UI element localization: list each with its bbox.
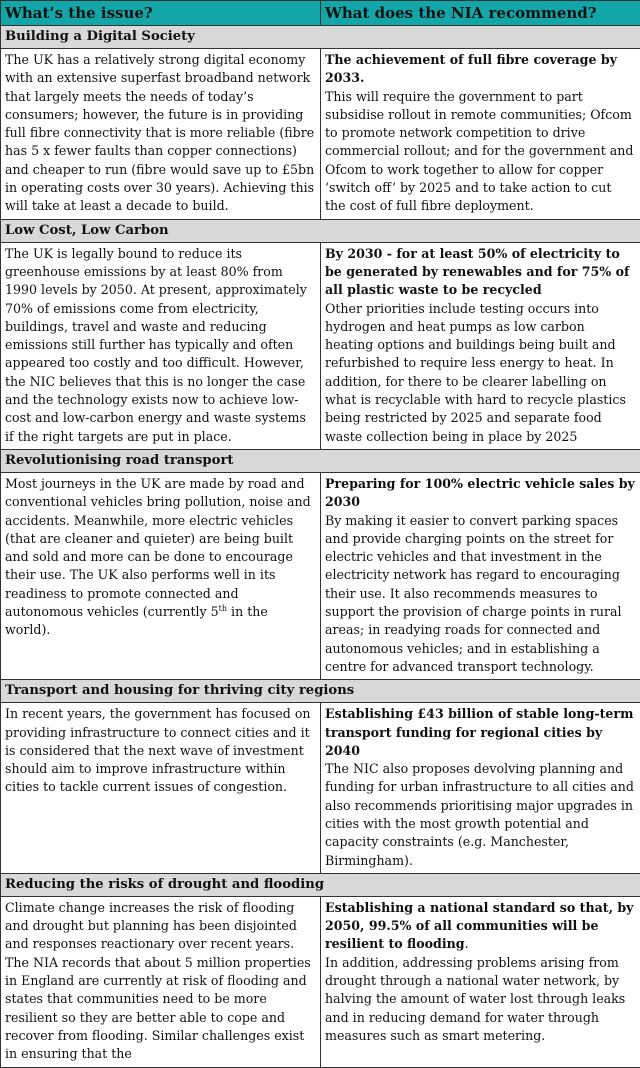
section-title: Building a Digital Society [1, 26, 640, 49]
recommendation-cell [321, 472, 640, 679]
recommendation-cell [321, 242, 640, 449]
table-row [1, 703, 640, 874]
issue-text: Most journeys in the UK are made by road and conventional vehicles bring pollution, noise and accidents. Meanwhile, more electric vehicles (that are cleaner and quieter) are being built and sold and more can be done to encourage their use. The UK also performs well in its readiness to promote connected and autonomous vehicles (currently 5 [5, 476, 311, 619]
issue-cell: The UK has a relatively strong digital economy with an extensive superfast broadband network that largely meets the needs of today’s consumers; however, the future is in providing full fibre connectivity that is more reliable (fibre has 5 x fewer faults than copper connections) and cheaper to run (fibre would save up to £5bn in operating costs over 30 years). Achieving this will take at least a decade to build. [1, 49, 321, 220]
recommendation-heading: Establishing £43 billion of stable long-term transport funding for regional cities by 2040 [325, 705, 636, 760]
table-row [1, 49, 640, 220]
recommendation-body: Other priorities include testing occurs into hydrogen and heat pumps as low carbon heating options and buildings being built and refurbished to require less energy to heat. In addition, for there to be clearer labelling on what is recyclable with hard to recycle plastics being restricted by 2025 and separate food waste collection being in place by 2025 [325, 300, 636, 446]
table-header-row [1, 1, 640, 26]
issue-text-end: in the world). [5, 604, 268, 637]
ordinal-suffix: th [219, 604, 227, 613]
issue-cell [1, 472, 321, 679]
section-header-row [1, 219, 640, 242]
section-header-row [1, 873, 640, 896]
recommendation-heading-period: . [465, 936, 469, 951]
table-row [1, 896, 640, 1067]
section-header-row [1, 26, 640, 49]
recommendation-heading [325, 899, 636, 954]
table-row [1, 242, 640, 449]
recommendation-heading: The achievement of full fibre coverage by 2033. [325, 51, 636, 88]
section-title: Reducing the risks of drought and flooding [1, 873, 640, 896]
section-header-row [1, 680, 640, 703]
section-title: Transport and housing for thriving city regions [1, 680, 640, 703]
recommendation-cell [321, 896, 640, 1067]
recommendation-cell [321, 703, 640, 874]
issue-cell: In recent years, the government has focused on providing infrastructure to connect cities and it is considered that the next wave of investment should aim to improve infrastructure within cities to tackle current issues of congestion. [1, 703, 321, 874]
issue-column-header: What’s the issue? [1, 1, 321, 26]
recommendation-body: This will require the government to part subsidise rollout in remote communities; Ofcom to promote network competition to drive commercial rollout; and for the government and Ofcom to work together to allow for copper ‘switch off’ by 2025 and to take action to cut the cost of full fibre deployment. [325, 88, 636, 216]
recommendation-body: In addition, addressing problems arising from drought through a national water network, by halving the amount of water lost through leaks and in reducing demand for water through measures such as smart metering. [325, 954, 636, 1045]
issue-cell: Climate change increases the risk of flooding and drought but planning has been disjointed and responses reactionary over recent years. The NIA records that about 5 million properties in England are currently at risk of flooding and states that communities need to be more resilient so they are better able to cope and recover from flooding. Similar challenges exist in ensuring that the [1, 896, 321, 1067]
issue-cell: The UK is legally bound to reduce its greenhouse emissions by at least 80% from 1990 levels by 2050. At present, approximately 70% of emissions come from electricity, buildings, travel and waste and reducing emissions still further has typically and often appeared too costly and too difficult. However, the NIC believes that this is no longer the case and the technology exists now to achieve low-cost and low-carbon energy and waste systems if the right targets are put in place. [1, 242, 321, 449]
recommendation-heading: By 2030 - for at least 50% of electricity to be generated by renewables and for 75% of all plastic waste to be recycled [325, 245, 636, 300]
section-title: Low Cost, Low Carbon [1, 219, 640, 242]
recommendation-heading-text: Establishing a national standard so that, by 2050, 99.5% of all communities will be resilient to flooding [325, 900, 634, 952]
section-title: Revolutionising road transport [1, 449, 640, 472]
section-header-row [1, 449, 640, 472]
recommendation-body: By making it easier to convert parking spaces and provide charging points on the street for electric vehicles and that investment in the electricity network has regard to encouraging their use. It also recommends measures to support the provision of charge points in rural areas; in readying roads for connected and autonomous vehicles; and in establishing a centre for advanced transport technology. [325, 512, 636, 677]
recommendation-cell [321, 49, 640, 220]
recommendation-heading: Preparing for 100% electric vehicle sales by 2030 [325, 475, 636, 512]
table-row [1, 472, 640, 679]
recommendation-body: The NIC also proposes devolving planning and funding for urban infrastructure to all cities and also recommends prioritising major upgrades in cities with the most growth potential and capacity constraints (e.g. Manchester, Birmingham). [325, 760, 636, 870]
recommendation-column-header: What does the NIA recommend? [321, 1, 640, 26]
